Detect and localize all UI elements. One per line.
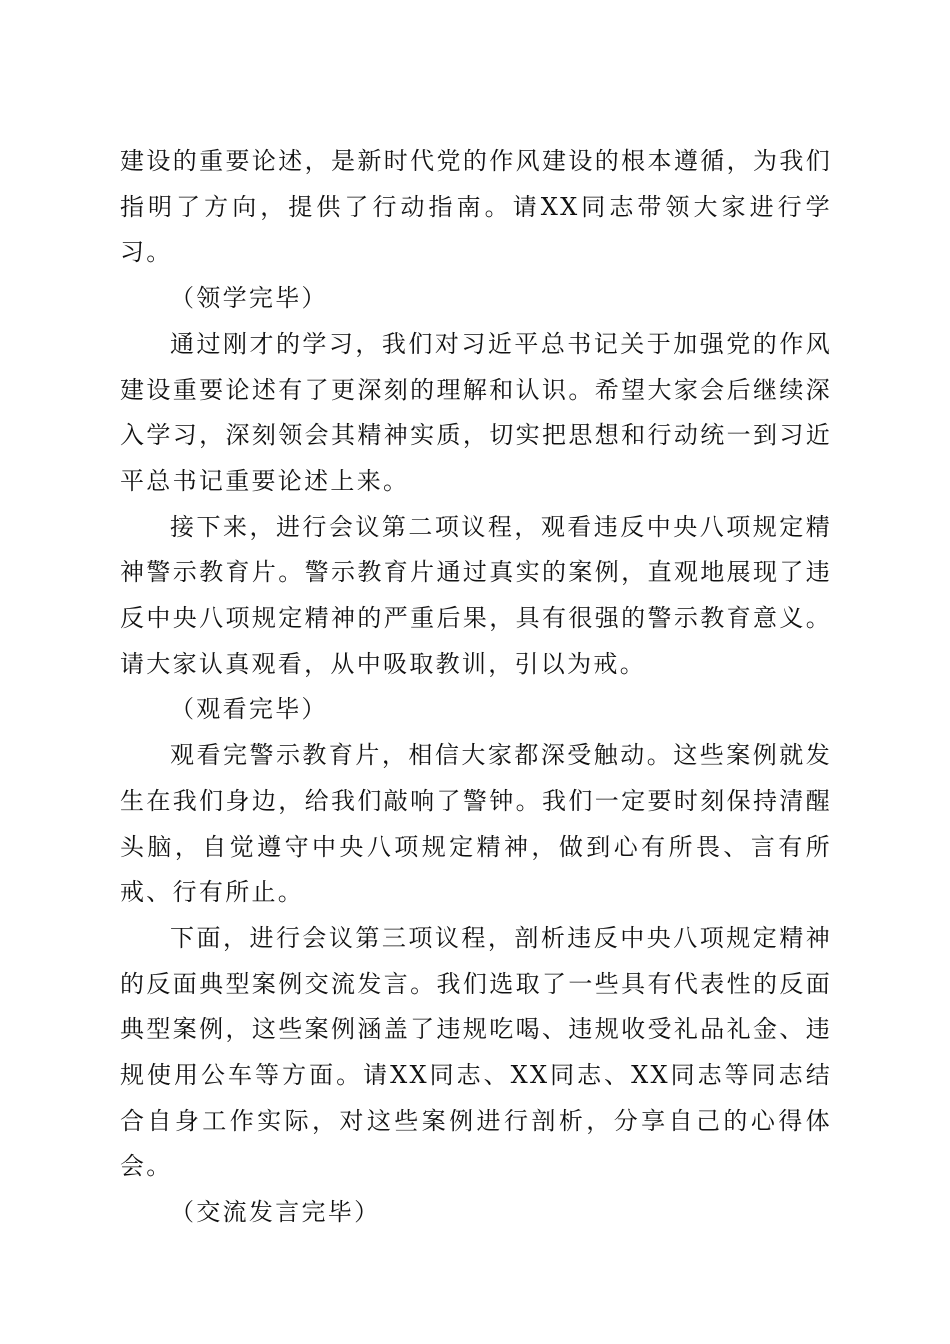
paragraph-continuation: 建设的重要论述，是新时代党的作风建设的根本遵循，为我们指明了方向，提供了行动指南。请XX同志带领大家进行学习。: [120, 147, 832, 267]
document-body: [120, 139, 832, 1236]
paragraph-study-reflection: 通过刚才的学习，我们对习近平总书记关于加强党的作风建设重要论述有了更深刻的理解和认识。希望大家会后继续深入学习，深刻领会其精神实质，切实把思想和行动统一到习近平总书记重要论述上来。: [120, 329, 832, 495]
marker-lead-study-done: （领学完毕）: [170, 284, 328, 313]
paragraph-agenda-two: 接下来，进行会议第二项议程，观看违反中央八项规定精神警示教育片。警示教育片通过真实的案例，直观地展现了违反中央八项规定精神的严重后果，具有很强的警示教育意义。请大家认真观看，从中吸取教训，引以为戒。: [120, 512, 832, 678]
paragraph-viewing-reflection: 观看完警示教育片，相信大家都深受触动。这些案例就发生在我们身边，给我们敲响了警钟。我们一定要时刻保持清醒头脑，自觉遵守中央八项规定精神，做到心有所畏、言有所戒、行有所止。: [120, 741, 832, 907]
marker-viewing-done: （观看完毕）: [170, 695, 328, 724]
marker-discussion-done: （交流发言完毕）: [170, 1198, 381, 1227]
paragraph-agenda-three: 下面，进行会议第三项议程，剖析违反中央八项规定精神的反面典型案例交流发言。我们选取了一些具有代表性的反面典型案例，这些案例涵盖了违规吃喝、违规收受礼品礼金、违规使用公车等方面。请XX同志、XX同志、XX同志等同志结合自身工作实际，对这些案例进行剖析，分享自己的心得体会。: [120, 923, 832, 1181]
